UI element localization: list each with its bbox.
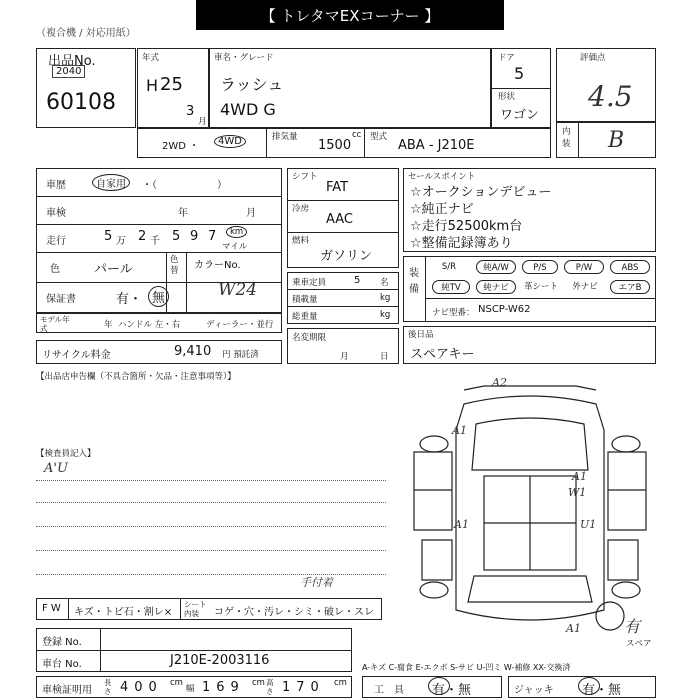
jack-options: 有・無 [582, 683, 622, 698]
history-selected: 自家用 [92, 174, 130, 191]
warranty-options: 有・ [116, 292, 143, 307]
change-date-label: 名変期限 [292, 333, 327, 343]
damage-mark-a1-front: A1 [452, 424, 467, 437]
cert-width-unit: cm [252, 678, 265, 688]
cert-height-unit: cm [334, 678, 347, 688]
mileage-digit-4: 9 [190, 229, 199, 244]
equip-ps: P/S [522, 260, 558, 274]
displacement-unit: cc [352, 130, 362, 140]
notes-header: 【出品店申告欄（不具合箇所・欠品・注意事項等）】 [36, 372, 236, 382]
seat-label: シート内装 [184, 600, 207, 618]
equip-tv: 純TV [432, 280, 470, 294]
damage-mark-a1-right: A1 [572, 470, 587, 483]
total-weight-label: 総重量 [292, 312, 318, 322]
jack-selected-mark [578, 677, 600, 695]
damage-mark-a2: A2 [492, 376, 507, 389]
lot-label: 出品No. [48, 54, 96, 69]
load-unit: kg [380, 293, 391, 303]
color-change-label: 色替 [170, 255, 179, 276]
mileage-digit-3: 5 [172, 229, 181, 244]
mileage-digit-1: 2 [138, 229, 147, 244]
history-label: 車歴 [46, 180, 66, 191]
equip-pw: P/W [564, 260, 604, 274]
mileage-unit-km: km [226, 226, 247, 238]
shift-label: シフト [292, 172, 318, 182]
ac-value: AAC [326, 212, 353, 227]
fw-label: F W [42, 603, 61, 614]
rating-value: 4.5 [588, 80, 633, 113]
equip-navi: 純ナビ [476, 280, 516, 294]
warranty-label: 保証書 [46, 294, 76, 305]
year-month: 3 [186, 104, 195, 119]
fuel-value: ガソリン [320, 249, 373, 264]
mileage-unit-mile: マイル [222, 242, 248, 252]
color-label: 色 [50, 264, 60, 275]
warranty-selected: 無 [148, 286, 169, 307]
header-subtitle: （複合機 / 対応用紙） [36, 28, 136, 39]
cert-width-label: 幅 [186, 684, 195, 694]
model-label: 型式 [370, 132, 388, 142]
mileage-man: 5 [104, 229, 113, 244]
equip-leather: 革シート [523, 282, 558, 292]
damage-mark-u1: U1 [580, 518, 597, 531]
lot-small-number: 2040 [52, 65, 85, 78]
shift-value: FAT [326, 180, 349, 195]
afterwards-value: スペアキー [410, 347, 475, 362]
mileage-man-unit: 万 [116, 236, 126, 247]
drive-options: 2WD ・ [162, 141, 200, 152]
displacement-value: 1500 [318, 138, 352, 153]
model-value: ABA - J210E [398, 138, 475, 153]
cert-height-label: 高さ [266, 678, 274, 696]
doors-label: ドア [498, 53, 515, 63]
sales-point-3: ☆走行52500km台 [410, 219, 523, 234]
mileage-digit-5: 7 [208, 229, 217, 244]
car-name-label: 車名・グレード [214, 53, 274, 63]
year-era: H [146, 76, 159, 95]
cert-length: 400 [120, 680, 163, 695]
cert-length-label: 長さ [104, 678, 112, 696]
history-rest: ・（ ） [142, 180, 227, 191]
sales-point-2: ☆純正ナビ [410, 202, 474, 217]
model-year-year: 年 [104, 320, 113, 330]
capacity-unit: 名 [380, 278, 389, 288]
year-label: 年式 [142, 53, 160, 63]
inspection-year-unit: 年 [178, 208, 188, 219]
cert-width: 169 [202, 680, 245, 695]
total-weight-unit: kg [380, 310, 391, 320]
inspector-header: 【検査員記入】 [36, 449, 96, 459]
color-code-label: カラーNo. [194, 260, 241, 271]
car-diagram [404, 380, 656, 650]
change-date-month: 月 [340, 352, 349, 362]
fw-text: キズ・トビ石・割レ× [74, 607, 173, 618]
year-month-unit: 月 [198, 117, 207, 127]
equip-aw: 純A/W [476, 260, 516, 274]
inspector-note: A'U [44, 461, 68, 476]
recycle-value: 9,410 [174, 344, 212, 359]
spare-label: スペア [626, 639, 652, 649]
fuel-label: 燃料 [292, 236, 310, 246]
displacement-label: 排気量 [272, 132, 298, 142]
capacity-value: 5 [354, 275, 361, 286]
jack-label: ジャッキ [514, 685, 554, 696]
equip-ext-navi: 外ナビ [572, 282, 598, 292]
shape-value: ワゴン [500, 108, 540, 123]
model-year-handle: ハンドル 左・右 [118, 320, 181, 330]
navi-model-label: ナビ型番： [432, 308, 475, 318]
color-value: パール [94, 262, 133, 277]
interior-value: B [608, 128, 625, 153]
seat-text: コゲ・穴・汚レ・シミ・破レ・スレ [214, 607, 374, 618]
color-code: W24 [218, 280, 258, 300]
ac-label: 冷房 [292, 204, 310, 214]
load-label: 積載量 [292, 295, 318, 305]
recycle-unit: 円 預託済 [222, 350, 259, 360]
capacity-label: 乗車定員 [292, 278, 327, 288]
recycle-label: リサイクル料金 [42, 350, 111, 361]
interior-label: 内装 [562, 127, 571, 149]
car-name: ラッシュ [220, 75, 284, 94]
equipment-label: 装備 [409, 268, 419, 295]
cert-height: 170 [282, 680, 325, 695]
sales-points-label: セールスポイント [408, 172, 476, 182]
fw-handwritten: 手付着 [300, 576, 333, 589]
mileage-label: 走行 [46, 236, 66, 247]
tools-options: 有・無 [432, 683, 472, 698]
equip-abs: ABS [610, 260, 650, 274]
drive-selected: 4WD [214, 135, 246, 148]
change-date-day: 日 [380, 352, 389, 362]
equip-airbag: エアB [610, 280, 650, 294]
rating-label: 評価点 [580, 53, 606, 63]
year-value: 25 [160, 74, 183, 95]
damage-mark-a1-rear: A1 [566, 622, 581, 635]
damage-mark-a1-left: A1 [454, 518, 469, 531]
cert-label: 車検証明用 [42, 685, 92, 696]
damage-mark-w1: W1 [568, 486, 587, 499]
inspection-label: 車検 [46, 208, 66, 219]
chassis-label: 車台 No. [42, 659, 82, 670]
shape-label: 形状 [498, 92, 516, 102]
spare-value: 有 [624, 617, 641, 636]
inspection-month-unit: 月 [246, 208, 256, 219]
sales-point-1: ☆オークションデビュー [410, 185, 552, 200]
equip-sr: S/R [441, 262, 457, 272]
tools-selected-mark [428, 677, 450, 695]
sales-point-4: ☆整備記録簿あり [410, 236, 513, 251]
lot-number: 60108 [46, 90, 116, 115]
header-title: 【 トレタマEXコーナー 】 [260, 7, 440, 25]
model-year-label: モデル年式 [40, 315, 70, 333]
navi-model: NSCP-W62 [478, 304, 531, 315]
car-grade: 4WD G [220, 100, 276, 119]
model-year-dealer: ディーラー・並行 [206, 320, 274, 330]
tools-label: 工 具 [374, 685, 404, 696]
registration-label: 登録 No. [42, 637, 82, 648]
cert-length-unit: cm [170, 678, 183, 688]
mileage-digit-2: 千 [150, 236, 160, 247]
legend-line: A-キズ C-腐食 E-エクボ S-サビ U-凹ミ W-補修 XX-交換済 [362, 663, 571, 672]
doors-value: 5 [514, 64, 525, 83]
chassis-value: J210E-2003116 [170, 653, 270, 668]
afterwards-label: 後日品 [408, 330, 434, 340]
